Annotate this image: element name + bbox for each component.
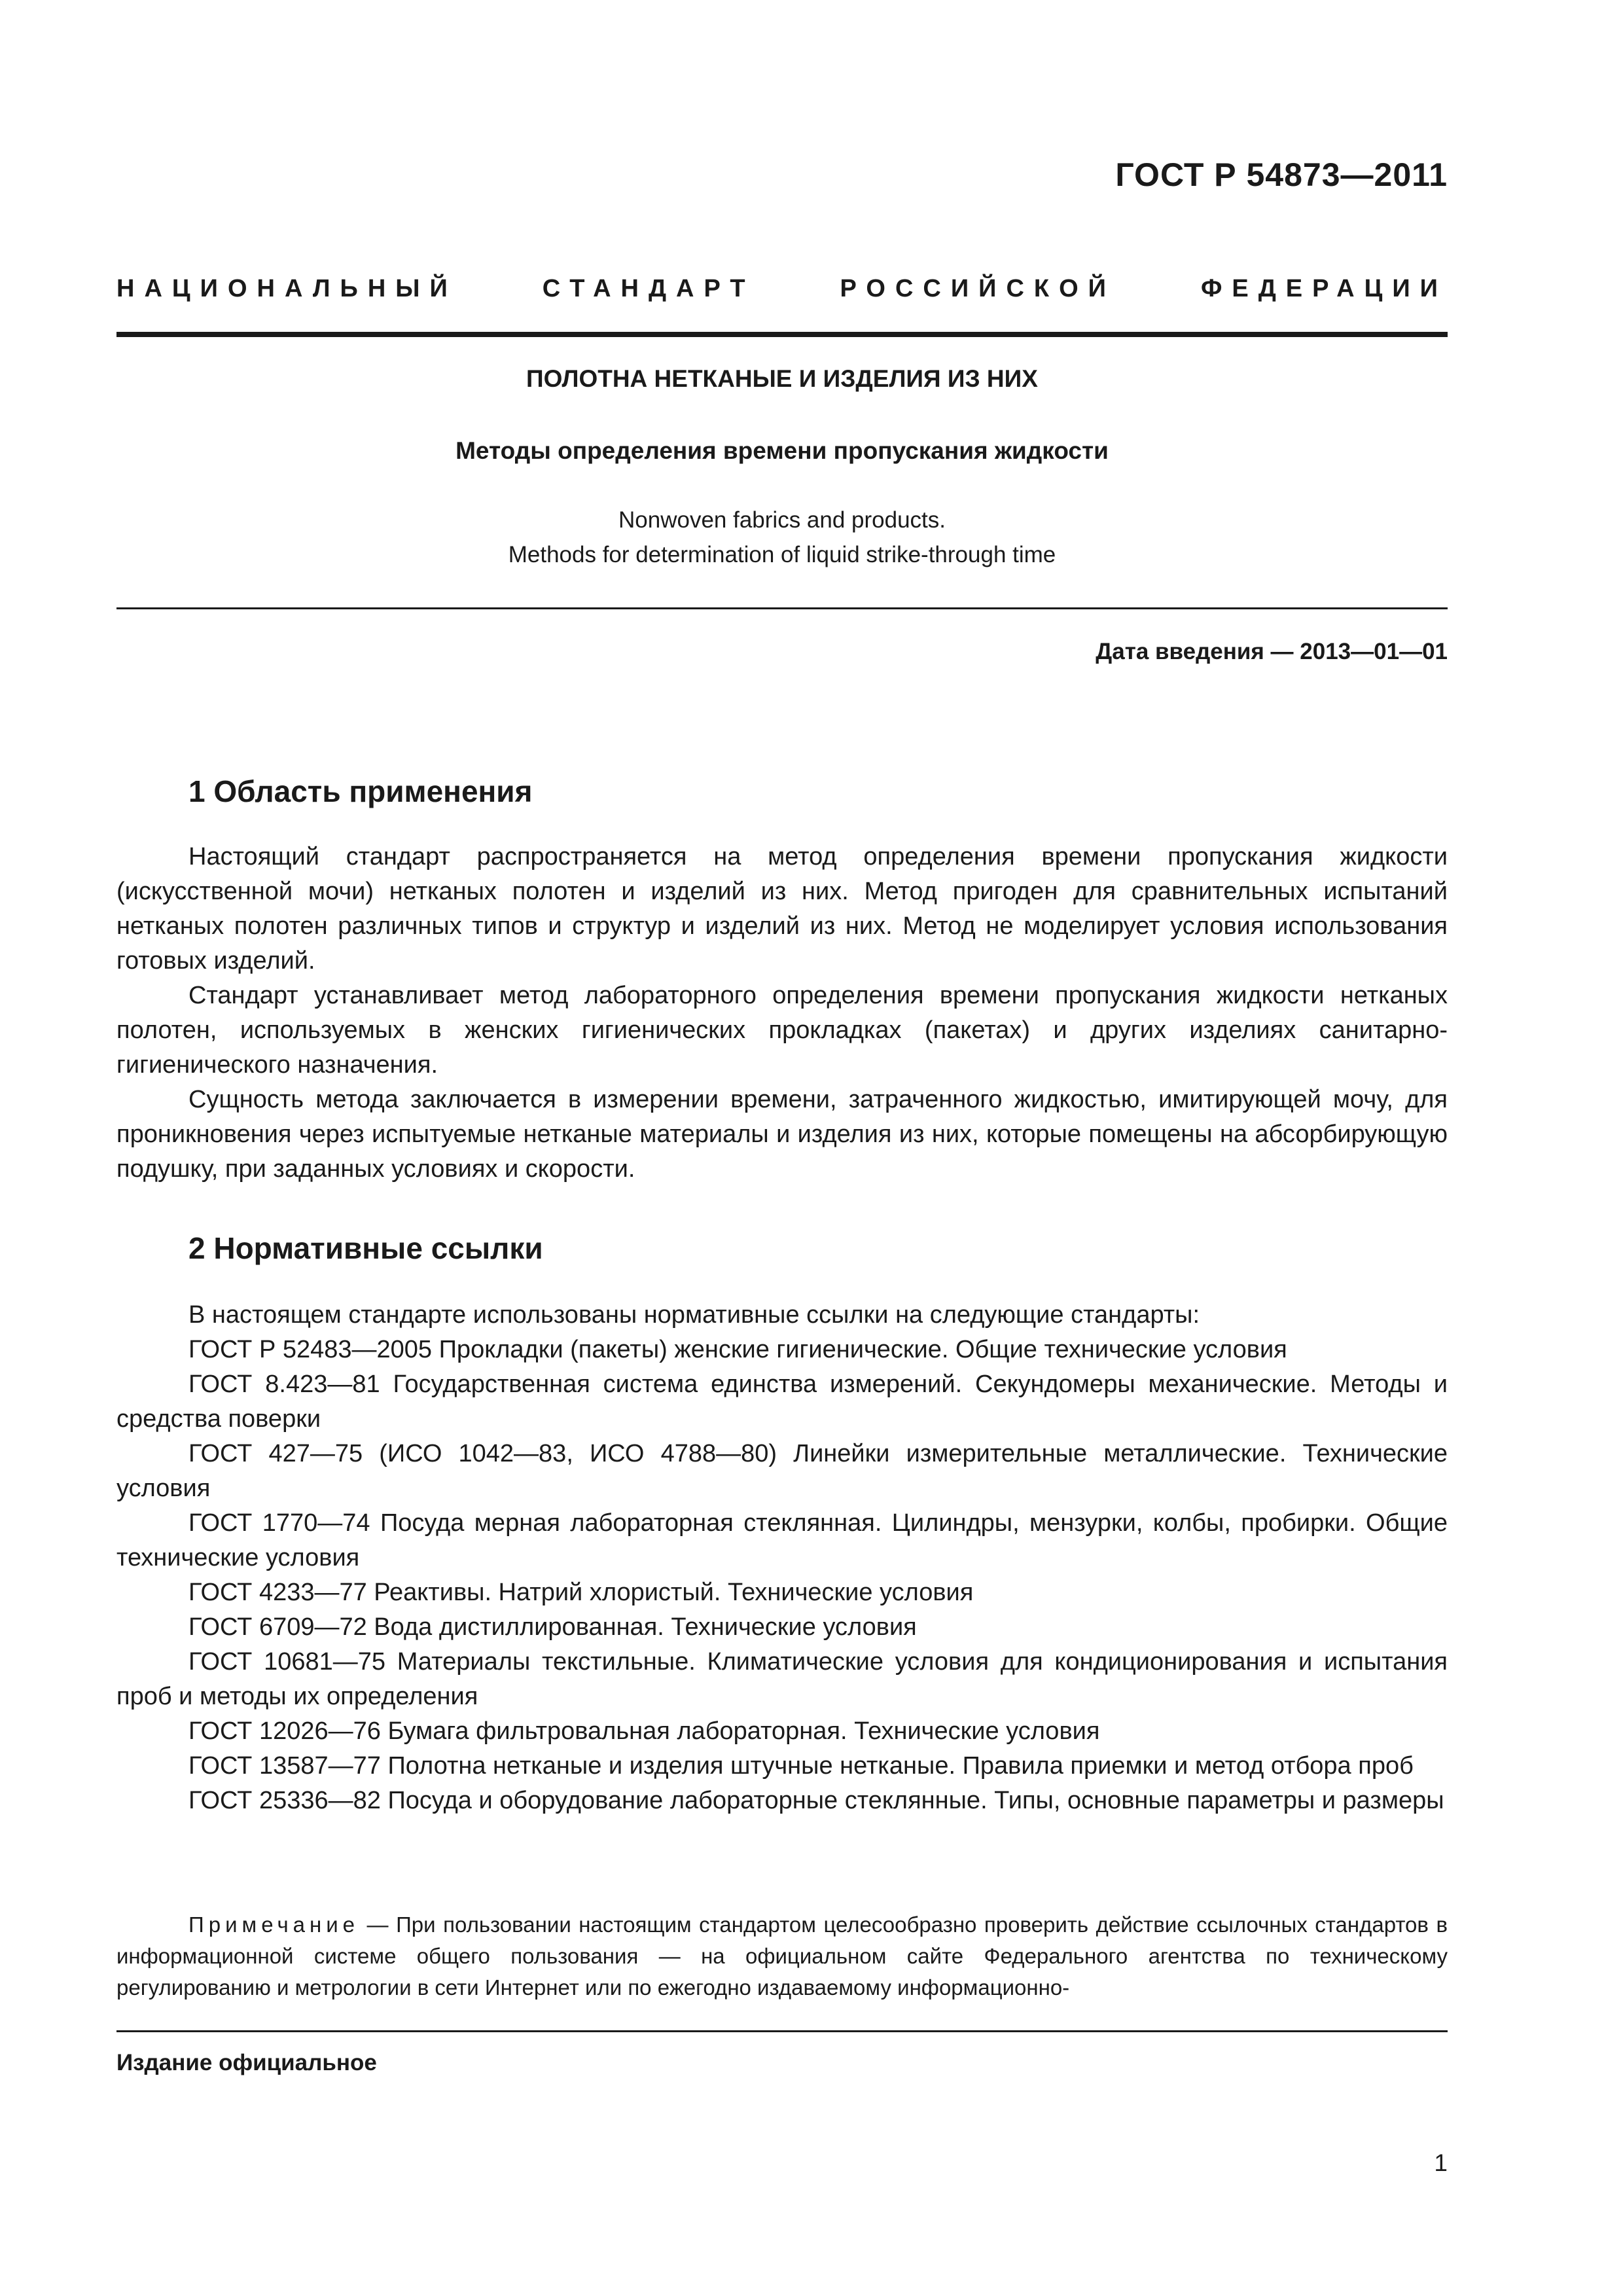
paragraph: Настоящий стандарт распространяется на метод определения времени пропускания жидкости (искусственной мочи) нетканых полотен и изделий из них. Метод пригоден для сравнительных испытаний нетканых полотен различных типов и структур и изделий из них. Метод не моделирует условия использования готовых изделий.	[116, 843, 1448, 975]
reference-item: ГОСТ 12026—76 Бумага фильтровальная лабораторная. Технические условия	[188, 1717, 1100, 1745]
reference-item: ГОСТ 427—75 (ИСО 1042—83, ИСО 4788—80) Линейки измерительные металлические. Технические условия	[116, 1440, 1448, 1502]
header-divider	[116, 332, 1448, 337]
national-standard-banner	[116, 275, 1448, 303]
reference-item: ГОСТ 25336—82 Посуда и оборудование лабораторные стеклянные. Типы, основные параметры и размеры	[188, 1787, 1444, 1814]
section-1-body	[116, 840, 1448, 1187]
paragraph: Стандарт устанавливает метод лабораторного определения времени пропускания жидкости нетканых полотен, используемых в женских гигиенических прокладках (пакетах) и других изделиях санитарно-гигиенического назначения.	[116, 982, 1448, 1079]
reference-item: ГОСТ Р 52483—2005 Прокладки (пакеты) женские гигиенические. Общие технические условия	[188, 1336, 1287, 1363]
note-block	[116, 1909, 1448, 2003]
reference-item: ГОСТ 6709—72 Вода дистиллированная. Технические условия	[188, 1613, 917, 1641]
document-subtitle: Методы определения времени пропускания жидкости	[455, 437, 1109, 464]
note-text: — При пользовании настоящим стандартом целесообразно проверить действие ссылочных стандартов в информационной системе общего пользования — на официальном сайте Федерального агентства по техническому регулированию и метрологии в сети Интернет или по ежегодно издаваемому информационно-	[116, 1912, 1448, 2000]
banner-word: ФЕДЕРАЦИИ	[1200, 275, 1448, 302]
english-title-line: Nonwoven fabrics and products.	[618, 507, 946, 533]
paragraph: В настоящем стандарте использованы нормативные ссылки на следующие стандарты:	[188, 1301, 1200, 1329]
banner-word: РОССИЙСКОЙ	[840, 275, 1116, 302]
reference-item: ГОСТ 10681—75 Материалы текстильные. Климатические условия для кондиционирования и испытания проб и методы их определения	[116, 1648, 1448, 1710]
reference-item: ГОСТ 1770—74 Посуда мерная лабораторная стеклянная. Цилиндры, мензурки, колбы, пробирки. Общие технические условия	[116, 1509, 1448, 1571]
banner-word: СТАНДАРТ	[542, 275, 755, 302]
page-number: 1	[1434, 2149, 1448, 2176]
title-divider	[116, 607, 1448, 609]
document-number: ГОСТ Р 54873—2011	[1115, 156, 1448, 193]
english-title-line: Methods for determination of liquid strike-through time	[508, 542, 1056, 567]
edition-label: Издание официальное	[116, 2050, 377, 2075]
note-label: Примечание	[188, 1912, 360, 1937]
reference-item: ГОСТ 8.423—81 Государственная система единства измерений. Секундомеры механические. Методы и средства поверки	[116, 1371, 1448, 1433]
footer-divider	[116, 2030, 1448, 2032]
introduction-date: Дата введения — 2013—01—01	[1096, 639, 1448, 664]
document-title: ПОЛОТНА НЕТКАНЫЕ И ИЗДЕЛИЯ ИЗ НИХ	[526, 365, 1038, 392]
reference-item: ГОСТ 4233—77 Реактивы. Натрий хлористый. Технические условия	[188, 1579, 974, 1606]
english-title	[116, 503, 1448, 572]
banner-word: НАЦИОНАЛЬНЫЙ	[116, 275, 457, 302]
paragraph: Сущность метода заключается в измерении времени, затраченного жидкостью, имитирующей мочу, для проникновения через испытуемые нетканые материалы и изделия из них, которые помещены на абсорбирующую подушку, при заданных условиях и скорости.	[116, 1086, 1448, 1183]
reference-item: ГОСТ 13587—77 Полотна нетканые и изделия штучные нетканые. Правила приемки и метод отбора проб	[188, 1752, 1414, 1780]
section-2-heading: 2 Нормативные ссылки	[188, 1231, 543, 1265]
section-1-heading: 1 Область применения	[188, 774, 533, 808]
section-2-body	[116, 1298, 1448, 1818]
